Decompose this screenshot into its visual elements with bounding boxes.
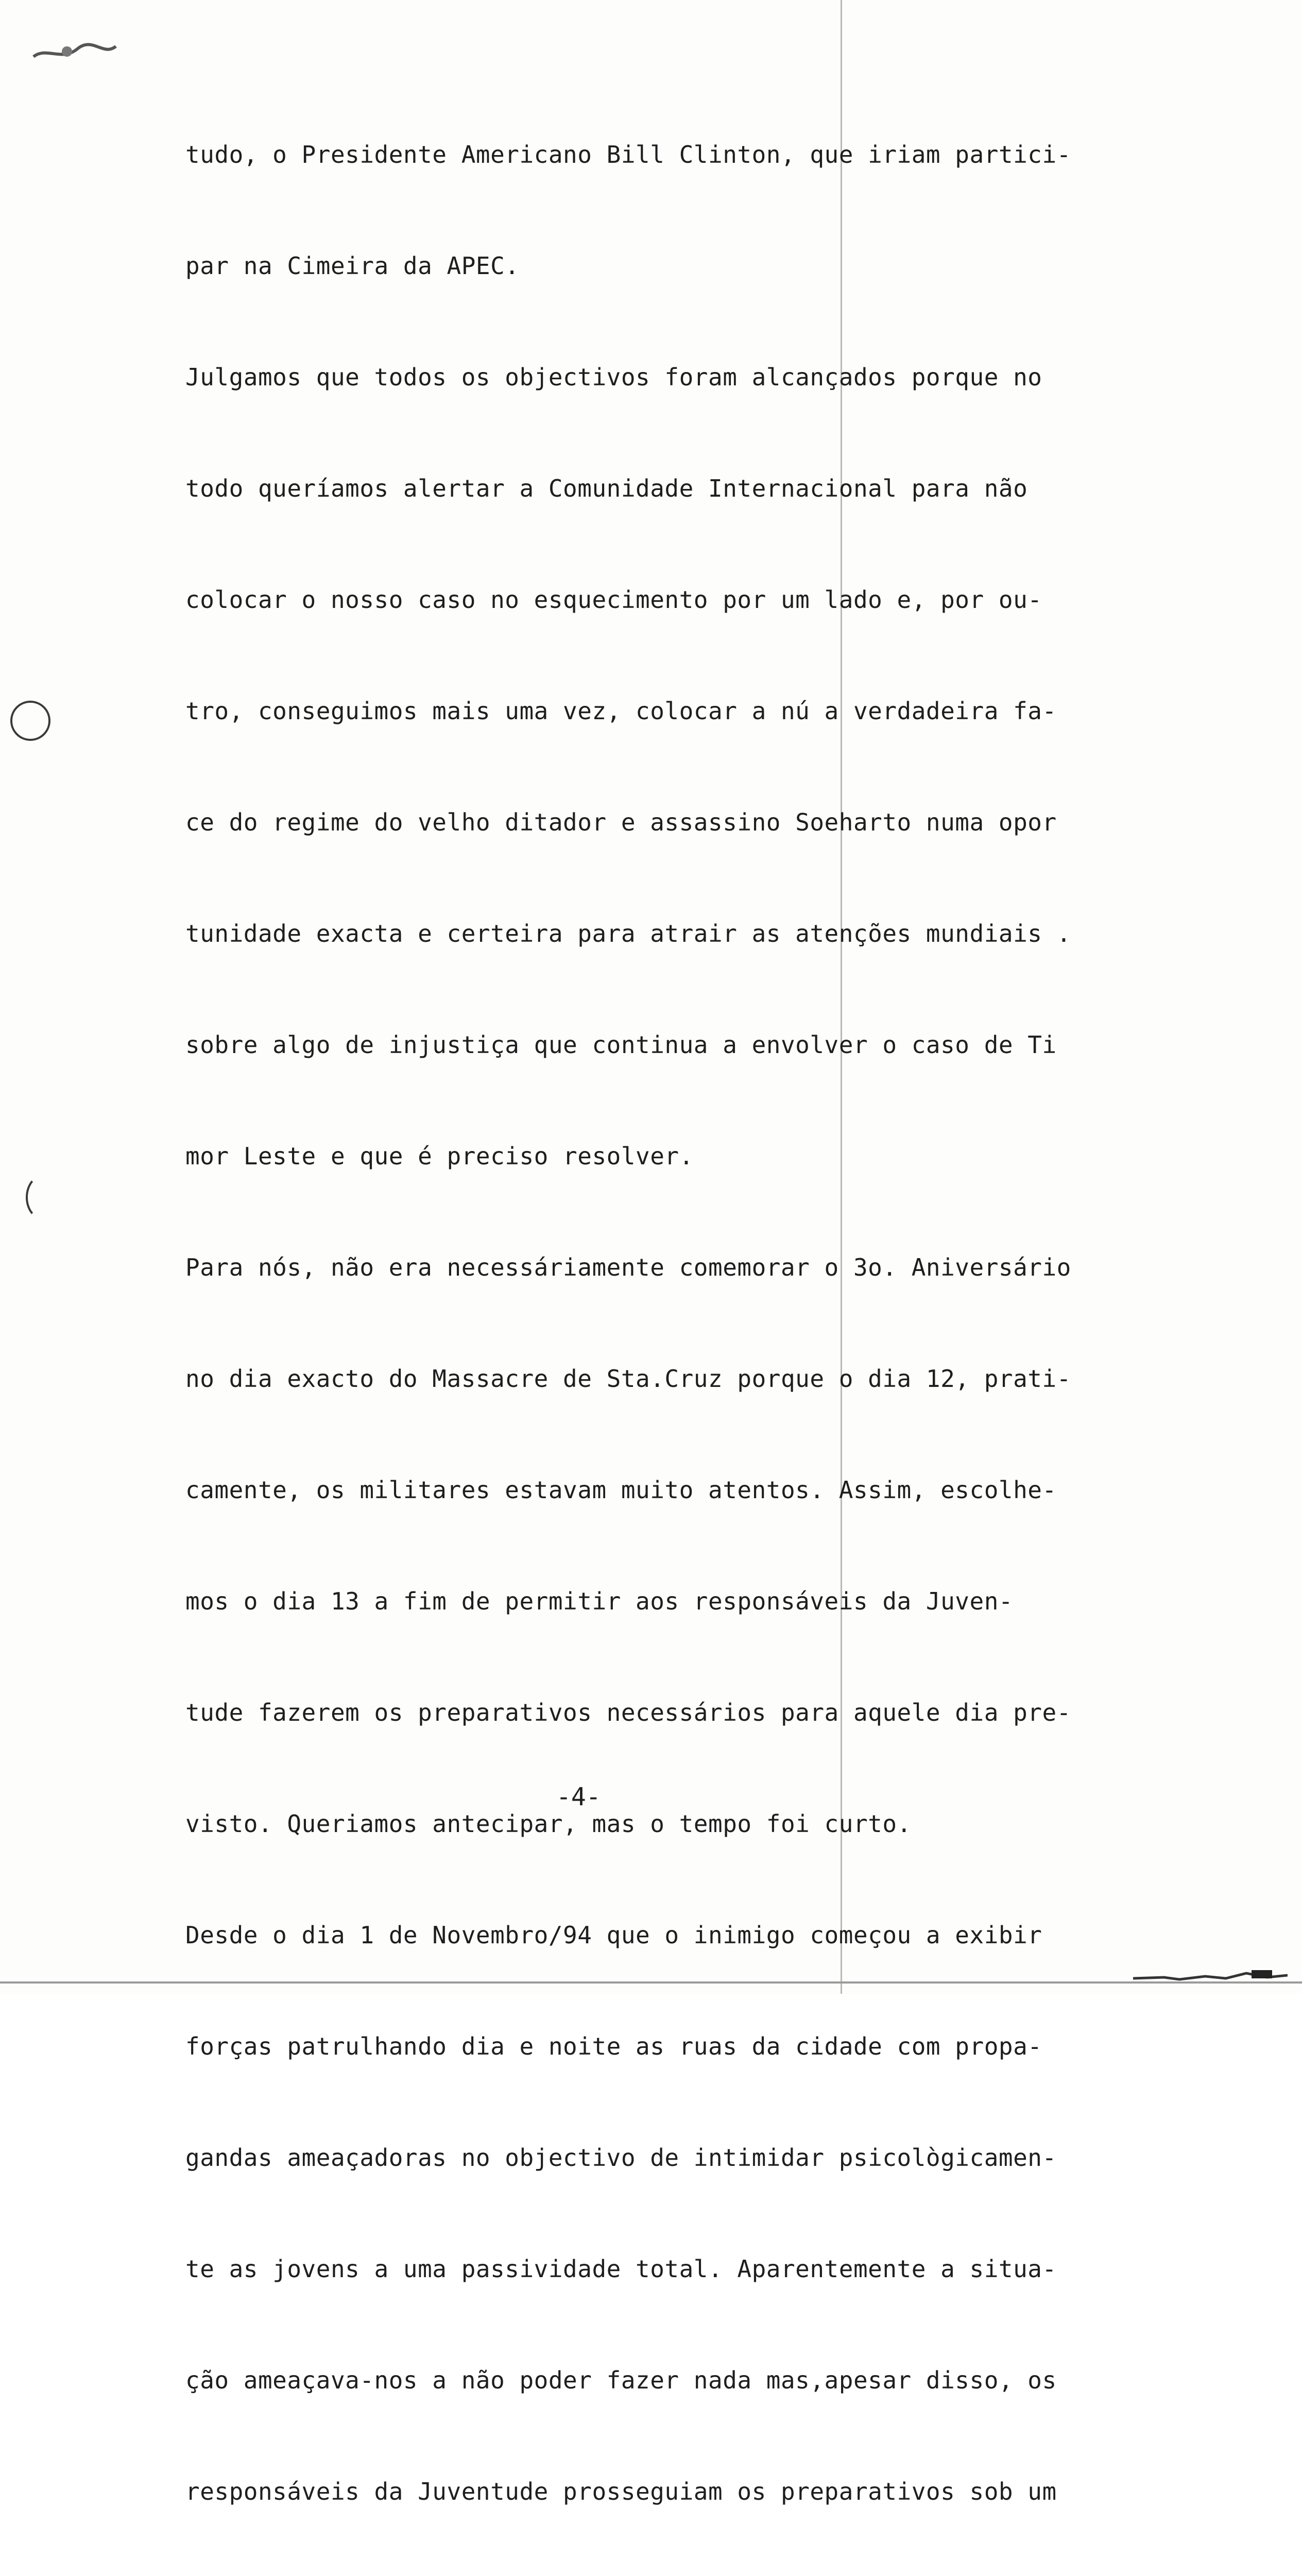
typed-text-body: [185, 62, 1164, 2576]
text-line: te as jovens a uma passividade total. Aparentemente a situa-: [185, 2255, 1057, 2283]
text-line: Desde o dia 1 de Novembro/94 que o inimigo começou a exibir: [185, 1921, 1042, 1949]
text-line: visto. Queriamos antecipar, mas o tempo foi curto.: [185, 1810, 912, 1838]
text-line: camente, os militares estavam muito atentos. Assim, escolhe-: [185, 1476, 1057, 1504]
text-line: forças patrulhando dia e noite as ruas da cidade com propa-: [185, 2032, 1042, 2060]
scan-bottom-edge: [0, 1981, 1302, 1984]
text-line: ção ameaçava-nos a não poder fazer nada mas,apesar disso, os: [185, 2366, 1057, 2394]
text-line: mor Leste e que é preciso resolver.: [185, 1142, 694, 1170]
text-line: colocar o nosso caso no esquecimento por um lado e, por ou-: [185, 586, 1042, 614]
punch-hole-mark: [26, 1175, 61, 1220]
text-line: todo queríamos alertar a Comunidade Internacional para não: [185, 474, 1028, 502]
text-line: gandas ameaçadoras no objectivo de intimidar psicològicamen-: [185, 2144, 1057, 2172]
text-line: Julgamos que todos os objectivos foram alcançados porque no: [185, 363, 1042, 391]
text-line: par na Cimeira da APEC.: [185, 252, 520, 280]
text-line: responsáveis da Juventude prosseguiam os preparativos sob um: [185, 2478, 1057, 2505]
page-number: -4-: [556, 1783, 601, 1811]
punch-hole-mark: [10, 701, 50, 741]
text-line: no dia exacto do Massacre de Sta.Cruz porque o dia 12, prati-: [185, 1365, 1071, 1393]
text-line: ce do regime do velho ditador e assassino Soeharto numa opor: [185, 808, 1057, 836]
text-line: tudo, o Presidente Americano Bill Clinton, que iriam partici-: [185, 141, 1071, 168]
text-line: tunidade exacta e certeira para atrair as atenções mundiais .: [185, 920, 1071, 947]
text-line: mos o dia 13 a fim de permitir aos responsáveis da Juven-: [185, 1587, 1014, 1615]
text-line: Para nós, não era necessáriamente comemorar o 3o. Aniversário: [185, 1253, 1071, 1281]
text-line: tude fazerem os preparativos necessários para aquele dia pre-: [185, 1699, 1071, 1726]
ink-smudge-mark: [31, 36, 118, 67]
scan-edge-marks: [1133, 1958, 1288, 1984]
text-line: tro, conseguimos mais uma vez, colocar a nú a verdadeira fa-: [185, 697, 1057, 725]
text-line: sobre algo de injustiça que continua a envolver o caso de Ti: [185, 1031, 1057, 1059]
